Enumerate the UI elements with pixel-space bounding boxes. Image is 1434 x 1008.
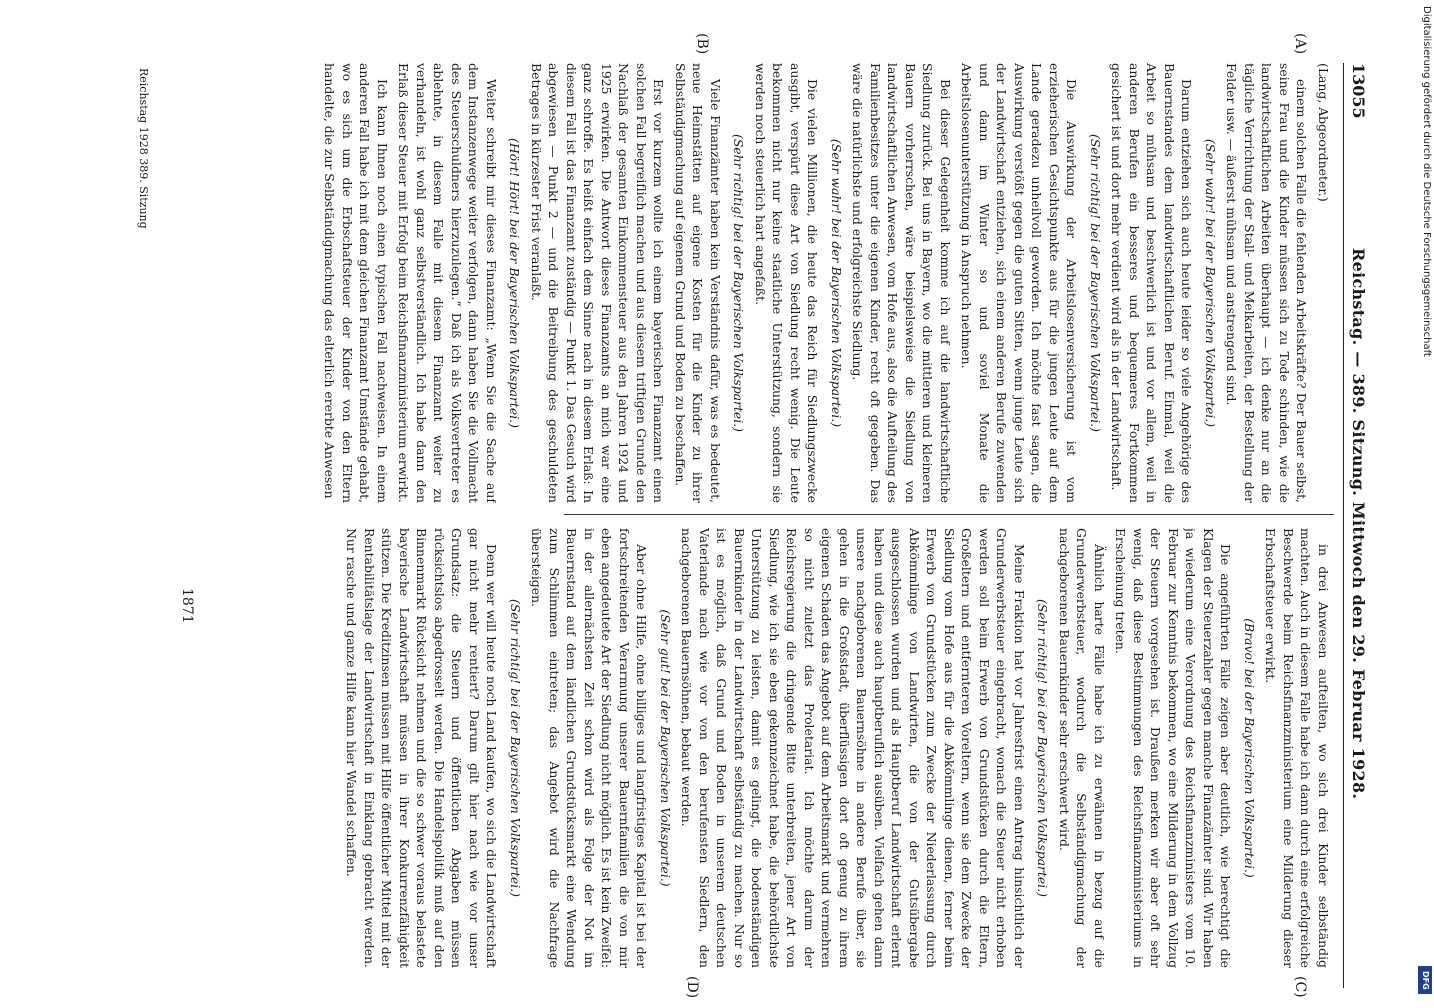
column-separator (564, 514, 1334, 515)
interjection: (Bravo! bei der Bayerischen Volkspartei.) (1242, 618, 1257, 878)
interjection: (Sehr wahr! bei der Bayerischen Volkspartei.) (829, 138, 844, 428)
document-page (100, 8, 1400, 999)
footer-page-number: 1871 (179, 588, 195, 624)
paragraph: Die vielen Millionen, die heute das Reich für Siedlungszwecke ausgibt, verspürt diese Art von Siedlung recht wenig. Die Leute bekommen nicht nur keine staatliche Unterstützung, sondern sie werden noch steuerlich hart angefaßt. (753, 63, 821, 503)
right-text-column (142, 528, 1332, 968)
header-title: Reichstag. — 389. Sitzung. Mittwoch den 29. Februar 1928. (1349, 248, 1368, 800)
paragraph: Die angeführten Fälle zeigen aber deutlich, wie berechtigt die Klagen der Steuerzahler gegen manche Finanzämter sind. Wir haben ja wiederum eine Verordnung des Reichsfinanzministers vom 10. Februar zur Kenntnis bekommen, wo eine Milderung in dem Vollzug der Steuern vorgesehen ist. Draußen merken wir aber oft sehr wenig, daß diese Bestimmungen des Reichsfinanzministeriums in Erscheinung treten. (1113, 528, 1234, 968)
paragraph: Ähnlich harte Fälle habe ich zu erwähnen in bezug auf die Grunderwerbsteuer, wodurch die Selbständigmachung der nachgeborenen Bauernkinder sehr erschwert wird. (1057, 528, 1107, 968)
margin-marker-d: (D) (684, 976, 700, 999)
paragraph: Erst vor kurzem wollte ich einem bayerischen Finanzamt einen solchen Fall begreiflich machen und aus diesem triftigen Grunde den Nachlaß der gesamten Einkommensteuer aus den Jahren 1924 und 1925 erwirken. Die Antwort dieses Finanzamts an mich war eine ganz schroffe. Es heißt einfach dem Sinne nach in diesem Erlaß: In diesem Fall ist das Finanzamt zuständig — Punkt 1. Das Gesuch wird abgewiesen — Punkt 2 — und die Beitreibung des geschuldeten Betrages in kürzester Frist veranlaßt. (529, 63, 667, 503)
paragraph: einem solchen Falle die fehlenden Arbeitskräfte? Der Bauer selbst, seine Frau und die Kinder müssen sich zu Tode schinden, wie die landwirtschaftlichen Arbeiten überhaupt — ich denke nur an die tägliche Verrichtung der Stall- und Melkarbeiten, der Bestellung der Felder usw. — äußerst mühsam und anstrengend sind. (1224, 63, 1310, 503)
paragraph: Weiter schreibt mir dieses Finanzamt: „Wenn Sie die Sache auf dem Instanzenwege weiter verfolgen, dann haben Sie die Vollmacht des Steuerschuldners hierzuzulegen.“ Daß ich als Volksvertreter es ablehnte, in diesem Falle mit diesem Finanzamt weiter zu verhandeln, ist wohl ganz selbstverständlich. Ich habe dann den Erlaß dieser Steuer mit Erfolg beim Reichsfinanzministerium erwirkt. (396, 63, 499, 503)
paragraph: Denn wer will heute noch Land kaufen, wo sich die Landwirtschaft gar nicht mehr rentiert? Darum gilt hier nach wie vor unser Grundsatz: die Steuern und öffentlichen Abgaben müssen rücksichtslos abgedrosselt werden. Die Handelspolitik muß auf den Binnenmarkt Rücksicht nehmen und die so schwer voraus belastete bayerische Landwirtschaft müssen in ihrer Konkurrenzfähigkeit stützen. Die Kreditzinsen müssen mit Hilfe öffentlicher Mittel mit der Rentabilitätslage der Landwirtschaft in Einklang gebracht werden. Nur rasche und ganze Hilfe kann hier Wandel schaffen. (344, 528, 500, 968)
interjection: (Sehr richtig! bei der Bayerischen Volkspartei.) (731, 133, 747, 433)
interjection: (Sehr wahr! bei der Bayerischen Volkspartei.) (1203, 138, 1218, 428)
left-text-column (142, 63, 1332, 503)
margin-marker-b: (B) (694, 33, 710, 55)
interjection: (Sehr gut! bei der Bayerischen Volkspartei.) (658, 609, 673, 887)
interjection: (Sehr richtig! bei der Bayerischen Volkspartei.) (1035, 598, 1051, 898)
paragraph: Darum entziehen sich auch heute leider so viele Angehörige des Bauernstandes dem landwirtschaftlichen Beruf. Einmal, weil die Arbeit so mühsam und beschwerlich ist und vor allem, weil in anderen Berufen ein besseres und bequemeres Fortkommen gesichert ist und dort mehr verdient wird als in der Landwirtschaft. (1109, 63, 1195, 503)
dfg-logo: DFG (1418, 966, 1432, 994)
interjection: (Hört! Hört! bei der Bayerischen Volkspartei.) (507, 138, 523, 428)
digitization-credit (1418, 6, 1434, 1000)
paragraph: Ich kann Ihnen noch einen typischen Fall nachweisen. In einem anderen Fall habe ich mit dem gleichen Finanzamt Umstände gehabt, wo es sich um die Erbschaftsteuer der Kinder von den Eltern handelte, die zur Selbständigmachung das elterlich ererbte Anwesen (322, 63, 390, 503)
paragraph: Bei dieser Gelegenheit komme ich auf die landwirtschaftliche Siedlung zurück. Bei uns in Bayern, wo die mittleren und kleineren Bauern vorherrschen, wäre beispielsweise die Siedlung von landwirtschaftlichen Anwesen, vom Hofe aus, also die Aufteilung des Familienbesitzes unter die eigenen Kinder, recht oft gegeben. Das wäre die natürlichste und erfolgreichste Siedlung. (850, 63, 953, 503)
interjection: (Sehr richtig! bei der Bayerischen Volkspartei.) (1088, 133, 1103, 433)
header-page-number: 13055 (1349, 63, 1368, 119)
paragraph: Meine Fraktion hat vor Jahresfrist einen Antrag hinsichtlich der Grunderwerbsteuer eingebracht, wonach die Steuer nicht erhoben werden soll beim Erwerb von Grundstücken durch die Eltern, Großeltern und entfernteren Voreltern, wenn sie dem Zwecke der Siedlung vom Hofe aus für die Abkömmlinge dienen, ferner beim Erwerb von Grundstücken zum Zwecke der Niederlassung durch Abkömmlinge von Landwirten, die von der Gutsübergabe ausgeschlossen wurden und als Hauptberuf Landwirtschaft erlernt haben und diese auch hauptberuflich ausüben. Vielfach gehen dann unsere nachgeborenen Bauernsöhne in andere Berufe über, sie gehen in die Großstadt, überflüssigen dort oft genug zu ihrem eigenen Schaden das Angebot auf dem Arbeitsmarkt und vermehren so nicht zuletzt das Proletariat. Ich möchte darum der Reichsregierung die dringende Bitte unterbreiten, jener Art von Siedlung, wie ich sie eben gekennzeichnet habe, die behördlichste Unterstützung zu leisten, damit es gelingt, die bodenständigen Bauernkinder in der Landwirtschaft selbständig zu machen. Nur so ist es möglich, daß Grund und Boden in unserem deutschen Vaterlande nach wie vor von den berufensten Siedlern, den nachgeborenen Bauernsöhnen, bebaut werden. (679, 528, 1027, 968)
margin-marker-a: (A) (1292, 33, 1308, 55)
digitization-credit-text: Digitalisierung gefördert durch die Deutsche Forschungsgemeinschaft (1421, 6, 1432, 357)
paragraph: in drei Anwesen aufteilten, wo sich drei Kinder selbständig machten. Auch in diesem Falle habe ich dann durch eine erfolgreiche Beschwerde beim Reichsfinanzministerium eine Milderung dieser Erbschaftsteuer erwirkt. (1263, 528, 1331, 968)
paragraph: Viele Finanzämter haben kein Verständnis dafür, was es bedeutet, neue Heimstätten auf eigene Kosten für die Kinder zu ihrer Selbständigmachung auf eigenem Grund und Boden zu beschaffen. (673, 63, 723, 503)
interjection: (Sehr richtig! bei der Bayerischen Volkspartei.) (508, 598, 523, 898)
paragraph: Die Auswirkung der Arbeitslosenversicherung ist vom erzieherischen Gesichtspunkte aus für die jungen Leute auf dem Lande geradezu unheilvoll geworden. Ich möchte fast sagen, die Auswirkung verstößt gegen die guten Sitten, wenn junge Leute sich der Landwirtschaft entziehen, sich einem anderen Berufe zuwenden und dann im Winter so und soviel Monate die Arbeitslosenunterstützung in Anspruch nehmen. (959, 63, 1080, 503)
paragraph: Aber ohne Hilfe, ohne billiges und langfristiges Kapital ist bei der fortschreitenden Verarmung unserer Bauernfamilien die von mir eben angedeutete Art der Siedlung nicht möglich. Es ist kein Zweifel: in der allernächsten Zeit schon wird als Folge der Not im Bauernstand auf dem ländlichen Grundstücksmarkt eine Wendung zum Schlimmen eintreten; das Angebot wird die Nachfrage übersteigen. (529, 528, 650, 968)
header-rule (1343, 63, 1344, 988)
page-header (1344, 63, 1372, 1008)
footer-imprint: Reichstag 1928 389. Sitzung (137, 68, 150, 229)
speaker-label: (Lang, Abgeordneter.) (1316, 63, 1331, 202)
margin-marker-c: (C) (1292, 976, 1308, 998)
